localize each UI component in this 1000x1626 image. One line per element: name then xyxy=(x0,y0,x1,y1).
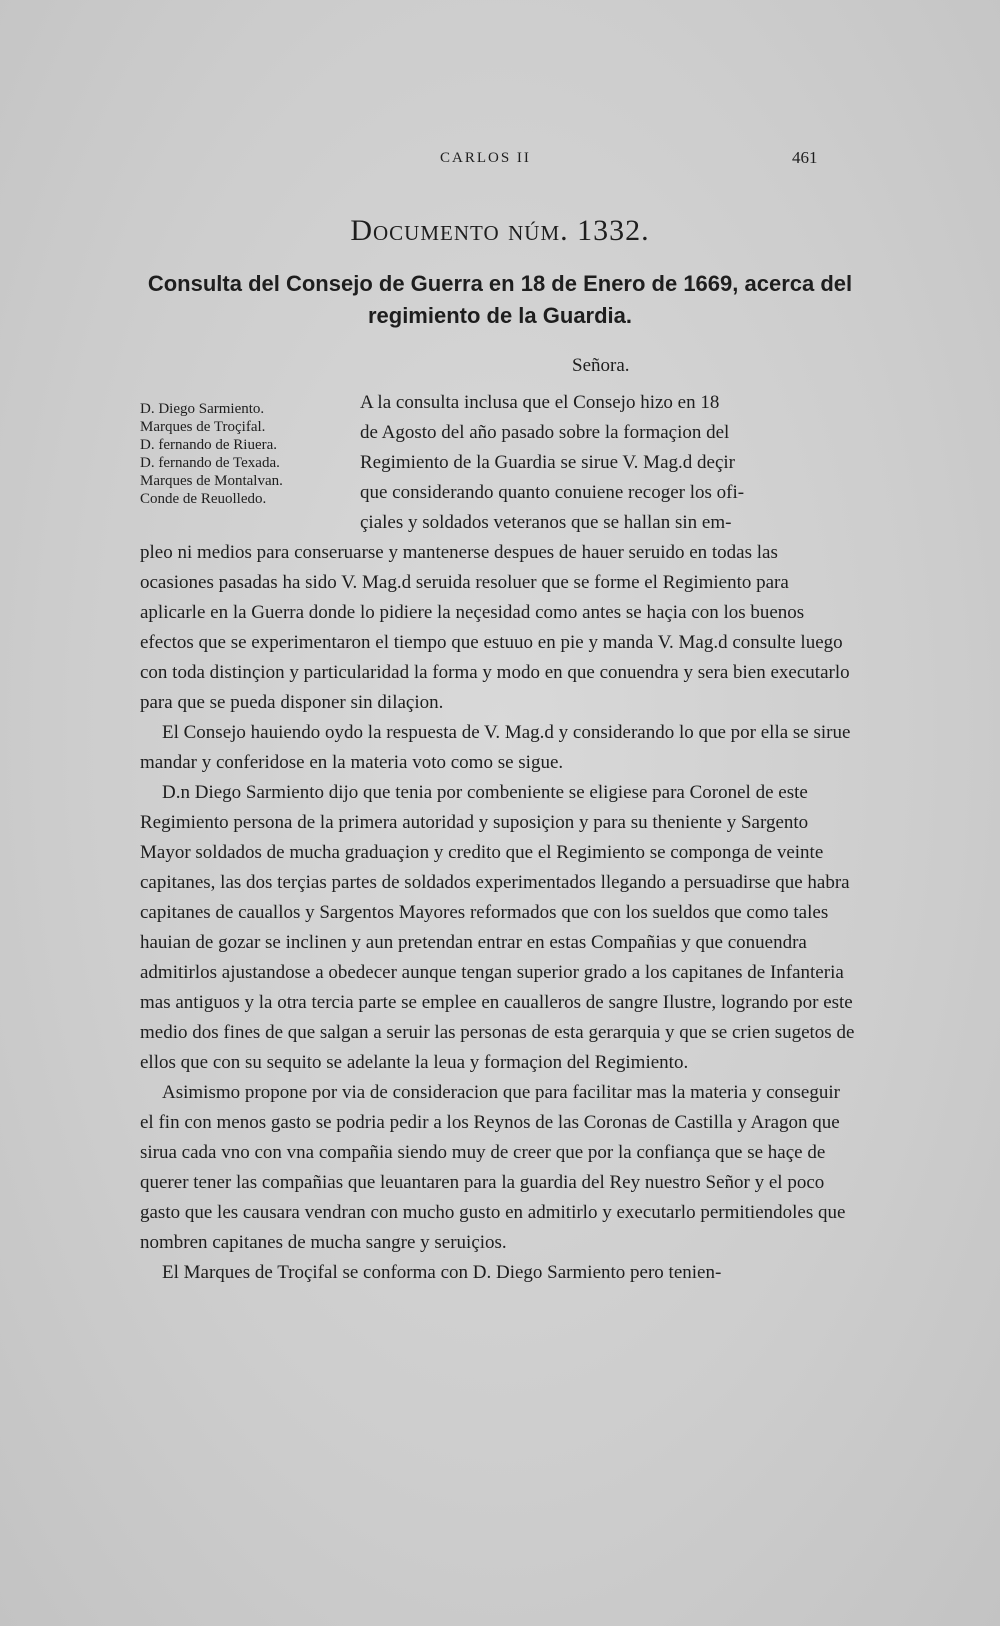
intro-line: Regimiento de la Guardia se sirue V. Mag.d deçir xyxy=(360,452,735,473)
signatories-list xyxy=(140,400,283,508)
body-paragraph: pleo ni medios para conseruarse y mantenerse despues de hauer seruido en todas las ocasiones pasadas ha sido V. Mag.d seruida resoluer que se forme el Regimiento para aplicarle en la Guerra donde lo pidiere la neçesidad como antes se haçia con los buenos efectos que se experimentaron el tiempo que estuuo en pie y manda V. Mag.d consulte luego con toda distinçion y particularidad la forma y modo en que conuendra y sera bien executarlo para que se pueda disponer sin dilaçion. xyxy=(140,542,850,713)
signatory-name: D. fernando de Texada. xyxy=(140,455,280,471)
document-subtitle: Consulta del Consejo de Guerra en 18 de Enero de 1669, acerca del regimiento de la Guardia. xyxy=(147,271,853,328)
intro-line: A la consulta inclusa que el Consejo hizo en 18 xyxy=(360,392,720,413)
signatory-name: Conde de Reuolledo. xyxy=(140,491,267,507)
intro-line: de Agosto del año pasado sobre la formaçion del xyxy=(360,422,730,443)
body-text xyxy=(140,538,855,1288)
body-paragraph: Asimismo propone por via de consideracion que para facilitar mas la materia y conseguir el fin con menos gasto se podria pedir a los Reynos de las Coronas de Castilla y Aragon que sirua cada vno con vna compañia siendo muy de creer que por la confiança que se haçe de querer tener las compañias que leuantaren para la guardia del Rey nuestro Señor y el poco gasto que les causara vendran con mucho gusto en admitirlo y executarlo permitiendoles que nombren capitanes de mucha sangre y seruiçios. xyxy=(140,1082,846,1253)
salutation: Señora. xyxy=(572,355,630,376)
signatory-name: Marques de Troçifal. xyxy=(140,419,266,435)
body-paragraph: D.n Diego Sarmiento dijo que tenia por combeniente se eligiese para Coronel de este Regimiento persona de la primera autoridad y suposiçion y para su theniente y Sargento Mayor soldados de mucha graduaçion y credito que el Regimiento se componga de veinte capitanes, las dos terçias partes de soldados experimentados llegando a persuadirse que habra capitanes de cauallos y Sargentos Mayores reformados que con los sueldos que como tales hauian de gozar se inclinen y aun pretendan entrar en estas Compañias y que conuendra admitirlos ajustandose a obedecer aunque tengan superior grado a los capitanes de Infanteria mas antiguos y la otra tercia parte se emplee en caualleros de sangre Ilustre, logrando por este medio dos fines de que salgan a seruir las personas de esta gerarquia y que se crien sugetos de ellos que con su sequito se adelante la leua y formaçion del Regimiento. xyxy=(140,782,855,1073)
body-paragraph: El Marques de Troçifal se conforma con D. Diego Sarmiento pero tenien- xyxy=(162,1262,722,1283)
intro-paragraph xyxy=(360,388,850,538)
intro-line: çiales y soldados veteranos que se hallan sin em- xyxy=(360,512,732,533)
signatory-name: D. Diego Sarmiento. xyxy=(140,401,265,417)
signatory-name: D. fernando de Riuera. xyxy=(140,437,278,453)
intro-line: que considerando quanto conuiene recoger los ofi- xyxy=(360,482,745,503)
body-paragraph: El Consejo hauiendo oydo la respuesta de V. Mag.d y considerando lo que por ella se sirue mandar y conferidose en la materia voto como se sigue. xyxy=(140,722,851,773)
document-title: Documento núm. 1332. xyxy=(350,214,650,247)
signatory-name: Marques de Montalvan. xyxy=(140,473,283,489)
page-number: 461 xyxy=(792,148,818,167)
running-header: CARLOS II xyxy=(440,150,531,166)
